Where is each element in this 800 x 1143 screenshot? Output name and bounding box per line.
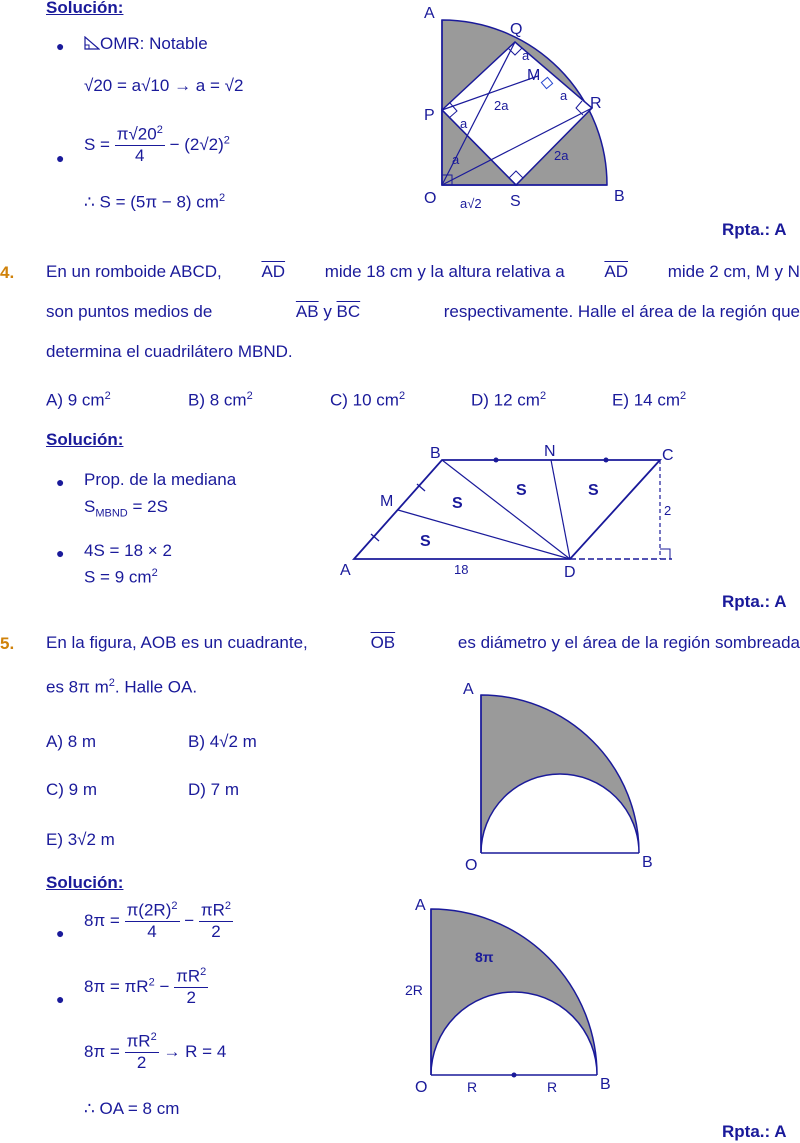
p5-text: es 8π m [46, 677, 109, 697]
frac-den: 2 [136, 1052, 147, 1072]
label-r: R [590, 95, 602, 112]
frac-num: π(2R) [126, 900, 172, 920]
bullet-icon: ● [56, 545, 65, 561]
p4-line2 [46, 292, 800, 332]
label-a-segment-4: a [452, 152, 460, 167]
p5-option-b[interactable]: B) 4√2 m [188, 732, 257, 751]
label-height: 2 [664, 503, 672, 518]
label-s: S [510, 193, 521, 210]
p4-option-a[interactable] [46, 390, 111, 411]
eq-sqrt10: √10 [141, 76, 170, 95]
bullet-icon: ● [56, 474, 65, 490]
label-a: A [415, 897, 426, 914]
option-text: A) 9 cm [46, 390, 105, 410]
right-angle-mark [660, 549, 670, 559]
s-symbol: S [84, 497, 96, 516]
label-o: O [415, 1079, 428, 1096]
s-rest: = 2S [127, 497, 168, 516]
p4-text: respectivamente. Halle el área de la región que [443, 302, 800, 321]
p4-text: son puntos medios de [46, 302, 213, 321]
bullet-icon: ● [56, 925, 65, 941]
p4-option-b[interactable] [188, 390, 253, 411]
solution-heading-5: Solución: [46, 873, 124, 892]
p4-sol-median-prop: Prop. de la mediana [84, 470, 237, 489]
label-r: R [547, 1079, 558, 1095]
p5-option-a[interactable]: A) 8 m [46, 732, 97, 751]
p5-text: es diámetro y el área de la región sombreada [457, 633, 800, 652]
problem-4-statement [46, 252, 800, 372]
eq-sqrt2: √2 [224, 76, 244, 95]
label-a-segment-3: a [460, 116, 468, 131]
p4-segment-ad: $\overline{AD}$ [604, 262, 629, 281]
option-text: D) 12 cm [471, 390, 540, 410]
figure-quadrant-semicircle-1 [455, 680, 665, 875]
p4-segment-ad: $\overline{AD}$ [261, 262, 286, 281]
p4-line1 [46, 252, 800, 292]
label-2a-1: 2a [494, 98, 509, 113]
option-text: C) 10 cm [330, 390, 399, 410]
p4-sol-s-value [84, 567, 158, 588]
answer-4: Rpta.: A [722, 592, 787, 611]
problem-5-statement [46, 623, 800, 708]
option-exp: 2 [246, 390, 253, 402]
label-a: A [340, 562, 351, 579]
label-a: A [463, 681, 474, 698]
answer-5: Rpta.: A [722, 1122, 787, 1141]
eq-arrow: → a = [174, 76, 220, 95]
option-text: B) 8 cm [188, 390, 247, 410]
p5-text: . Halle OA. [114, 677, 198, 697]
p4-text: mide 2 cm, M y N [667, 262, 800, 281]
figure-quadrant-rectangle [420, 0, 640, 215]
frac-exp: 2 [171, 900, 178, 912]
p4-option-d[interactable] [471, 390, 546, 411]
p4-segment-bc: $\overline{BC}$ [336, 302, 361, 321]
p4-segment-ab: $\overline{AB}$ [295, 302, 319, 321]
figure-quadrant-semicircle-2 [395, 892, 625, 1102]
p5-exp: 2 [108, 677, 115, 689]
minus: − [159, 976, 170, 996]
label-a: A [424, 5, 435, 22]
figure-romboide [330, 440, 690, 585]
label-b: B [614, 188, 625, 205]
minus: − [184, 910, 195, 930]
eq-sqrt20: √20 [84, 76, 113, 95]
option-exp: 2 [104, 390, 111, 402]
answer-top: Rpta.: A [722, 220, 787, 239]
option-text: E) 14 cm [612, 390, 681, 410]
label-d: D [564, 564, 576, 581]
step2-lhs: 8π = πR [84, 977, 149, 997]
p4-text: En un romboide ABCD, [46, 262, 222, 281]
p5-option-c[interactable]: C) 9 m [46, 780, 97, 799]
p5-option-d[interactable]: D) 7 m [188, 780, 239, 799]
eq-equals-a: = a [116, 76, 142, 95]
equation-a-value [84, 76, 243, 96]
label-base: 18 [454, 562, 469, 577]
p4-option-c[interactable] [330, 390, 405, 411]
s-rest-exp: 2 [223, 134, 230, 147]
label-b: B [600, 1076, 611, 1093]
step2-exp: 2 [148, 976, 155, 989]
label-b: B [430, 445, 441, 462]
p5-line1 [46, 623, 800, 663]
label-a-segment-2: a [560, 88, 568, 103]
p4-line3: determina el cuadrilátero MBND. [46, 342, 293, 361]
p4-text: y [323, 302, 332, 321]
p4-sol-4s: 4S = 18 × 2 [84, 541, 172, 560]
parallelogram-abcd [354, 460, 660, 559]
frac-exp: 2 [224, 900, 232, 912]
p5-segment-ob: $\overline{OB}$ [370, 633, 396, 652]
label-a-root2: a√2 [460, 196, 482, 211]
label-s-region: S [420, 533, 431, 550]
p5-text: En la figura, AOB es un cuadrante, [46, 633, 308, 652]
step1-lhs: 8π = [84, 910, 120, 930]
p5-step2 [84, 966, 208, 1008]
s-sub: MBND [95, 507, 128, 520]
label-m: M [527, 67, 541, 84]
step1-frac1 [125, 900, 180, 942]
label-m: M [380, 493, 394, 510]
label-r: R [467, 1079, 478, 1095]
bullet-icon: ● [56, 991, 65, 1007]
triangle-omr-note [84, 34, 208, 54]
option-exp: 2 [680, 390, 687, 402]
step3-rest: → R = 4 [163, 1041, 227, 1061]
bullet-icon: ● [56, 150, 65, 166]
s-value-text: S = 9 cm [84, 567, 152, 587]
bullet-icon: ● [56, 38, 65, 54]
line-nd [551, 460, 570, 559]
label-c: C [662, 447, 674, 464]
frac-num: πR [126, 1031, 151, 1051]
s-lhs: S = [84, 134, 110, 154]
frac-num: πR [200, 900, 225, 920]
p4-sol-smbnd [84, 497, 168, 519]
therefore-s-text: ∴ S = (5π − 8) cm [84, 192, 219, 212]
frac-den: 2 [186, 987, 196, 1007]
label-area: 8π [475, 949, 494, 965]
omr-notable-text: OMR: Notable [100, 34, 208, 53]
p5-step1 [84, 900, 233, 942]
p5-option-e[interactable]: E) 3√2 m [46, 830, 115, 849]
s-frac-num-exp: 2 [156, 124, 163, 136]
s-frac-den: 4 [135, 145, 145, 165]
step3-lhs: 8π = [84, 1041, 120, 1061]
step1-frac2 [199, 900, 233, 942]
option-exp: 2 [398, 390, 406, 402]
s-rest-text: − (2√2) [169, 135, 224, 155]
frac-exp: 2 [150, 1031, 157, 1043]
shaded-region [431, 909, 597, 1075]
label-2a-2: 2a [554, 148, 569, 163]
label-q: Q [510, 21, 523, 38]
s-frac-num: π√20 [116, 124, 157, 144]
right-triangle-icon [84, 36, 100, 50]
frac-num: πR [176, 966, 201, 986]
frac-exp: 2 [200, 966, 207, 978]
frac-den: 2 [211, 921, 221, 941]
frac-den: 4 [147, 921, 157, 941]
shaded-region [481, 695, 639, 853]
therefore-s [84, 192, 225, 213]
label-s-region: S [588, 482, 599, 499]
solution-heading-4: Solución: [46, 430, 124, 449]
option-exp: 2 [539, 390, 547, 402]
therefore-s-exp: 2 [218, 192, 226, 204]
solution-heading-top: Solución: [46, 0, 124, 17]
center-dot [512, 1073, 517, 1078]
p5-line2 [46, 663, 800, 708]
s-value-exp: 2 [151, 567, 158, 579]
label-s-region: S [452, 495, 463, 512]
p4-option-e[interactable] [612, 390, 686, 411]
tick-dot [494, 458, 499, 463]
label-b: B [642, 854, 653, 871]
label-n: N [544, 443, 556, 460]
tick-dot [604, 458, 609, 463]
label-s-region: S [516, 482, 527, 499]
line-cd [570, 460, 660, 559]
p4-text: mide 18 cm y la altura relativa a [324, 262, 565, 281]
problem-number-4: 4. [0, 263, 15, 282]
label-p: P [424, 107, 435, 124]
label-2r: 2R [405, 982, 423, 998]
s-rest [170, 135, 230, 154]
label-o: O [424, 190, 437, 207]
equation-s [84, 124, 230, 166]
s-fraction [115, 124, 165, 166]
p5-step3 [84, 1031, 226, 1073]
label-a-segment-1: a [522, 48, 530, 63]
problem-number-5: 5. [0, 634, 15, 653]
p5-therefore: ∴ OA = 8 cm [84, 1099, 180, 1118]
step2-frac [174, 966, 208, 1008]
step3-frac [125, 1031, 159, 1073]
label-o: O [465, 857, 478, 874]
